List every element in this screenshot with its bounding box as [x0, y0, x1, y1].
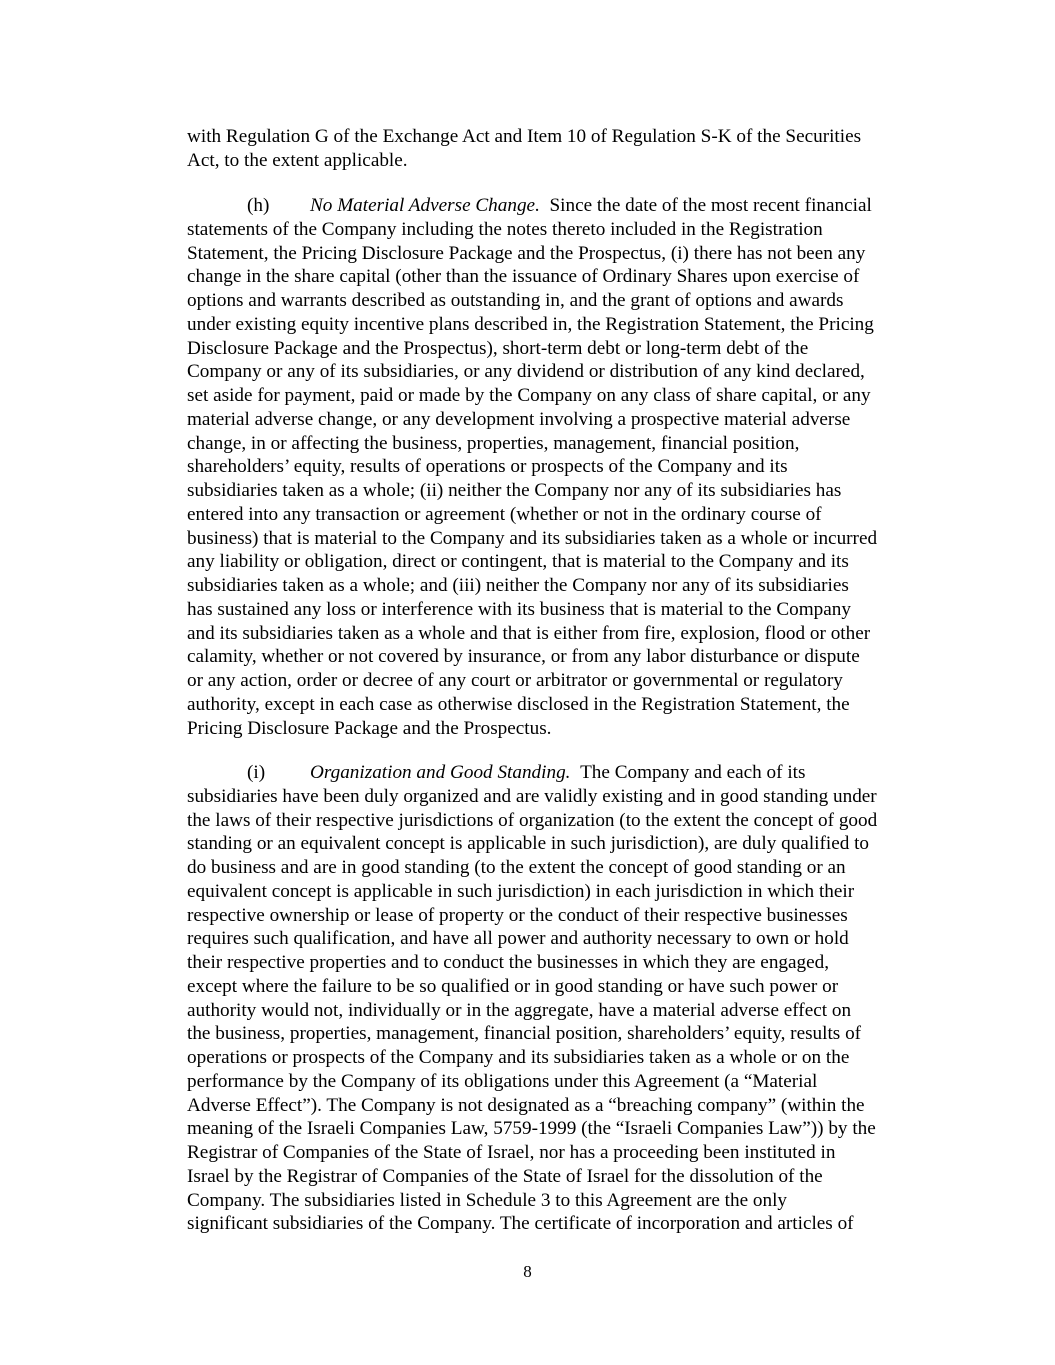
paragraph-line: operations or prospects of the Company and its subsidiaries taken as a whole or on the: [187, 1047, 850, 1068]
paragraph-line: shareholders’ equity, results of operations or prospects of the Company and its: [187, 456, 788, 478]
paragraph-line: with Regulation G of the Exchange Act and Item 10 of Regulation S-K of the Securities: [187, 126, 862, 147]
paragraph-line: authority would not, individually or in the aggregate, have a material adverse effect on: [187, 999, 852, 1021]
paragraph-line: statements of the Company including the notes thereto included in the Registration: [187, 218, 823, 240]
continuation-paragraph: [187, 125, 947, 173]
paragraph-line: Disclosure Package and the Prospectus), short-term debt or long-term debt of the: [187, 337, 809, 359]
section-heading: No Material Adverse Change.: [310, 195, 540, 216]
paragraph-line: meaning of the Israeli Companies Law, 5759-1999 (the “Israeli Companies Law”)) by the: [187, 1118, 876, 1140]
paragraph-line: Pricing Disclosure Package and the Prospectus.: [187, 717, 552, 739]
paragraph-line: business) that is material to the Company and its subsidiaries taken as a whole or incurred: [187, 527, 878, 549]
paragraph-line: or any action, order or decree of any court or arbitrator or governmental or regulatory: [187, 670, 843, 691]
paragraph-line: set aside for payment, paid or made by the Company on any class of share capital, or any: [187, 385, 871, 406]
page-number: 8: [523, 1262, 532, 1281]
paragraph-line: requires such qualification, and have all power and authority necessary to own or hold: [187, 928, 849, 950]
paragraph-line: respective ownership or lease of property or the conduct of their respective businesses: [187, 904, 848, 926]
section-i-first-line: [187, 761, 947, 785]
paragraph-line: significant subsidiaries of the Company. The certificate of incorporation and articles of: [187, 1213, 854, 1235]
paragraph-line: has sustained any loss or interference with its business that is material to the Company: [187, 598, 851, 620]
paragraph-line: and its subsidiaries taken as a whole and that is either from fire, explosion, flood or other: [187, 622, 871, 644]
paragraph-line: Registrar of Companies of the State of Israel, nor has a proceeding been instituted in: [187, 1142, 836, 1163]
paragraph-line: change, in or affecting the business, properties, management, financial position,: [187, 432, 800, 454]
paragraph-line: performance by the Company of its obligations under this Agreement (a “Material: [187, 1070, 818, 1092]
paragraph-line: authority, except in each case as otherwise disclosed in the Registration Statement, the: [187, 693, 850, 715]
paragraph-line: subsidiaries have been duly organized and are validly existing and in good standing under: [187, 785, 877, 807]
paragraph-line: material adverse change, or any development involving a prospective material adverse: [187, 408, 851, 430]
section-number: (h): [247, 195, 270, 216]
section-heading: Organization and Good Standing.: [310, 762, 571, 783]
section-number: (i): [247, 762, 266, 783]
paragraph-line: options and warrants described as outstanding in, and the grant of options and awards: [187, 290, 844, 311]
paragraph-line: equivalent concept is applicable in such jurisdiction) in each jurisdiction in which their: [187, 880, 855, 902]
section-text: Since the date of the most recent financial: [549, 195, 872, 216]
section-h-first-line: [187, 194, 947, 218]
paragraph-line: Act, to the extent applicable.: [187, 149, 408, 171]
paragraph-line: Statement, the Pricing Disclosure Package and the Prospectus, (i) there has not been any: [187, 242, 866, 264]
paragraph-line: subsidiaries taken as a whole; (ii) neither the Company nor any of its subsidiaries has: [187, 480, 842, 501]
paragraph-line: do business and are in good standing (to the extent the concept of good standing or an: [187, 857, 846, 878]
section-i: [187, 761, 947, 1236]
paragraph-line: their respective properties and to conduct the businesses in which they are engaged,: [187, 952, 830, 973]
paragraph-line: the business, properties, management, financial position, shareholders’ equity, results of: [187, 1023, 862, 1045]
paragraph-line: change in the share capital (other than the issuance of Ordinary Shares upon exercise of: [187, 266, 860, 288]
paragraph-line: calamity, whether or not covered by insurance, or from any labor disturbance or dispute: [187, 646, 860, 668]
paragraph-line: Company. The subsidiaries listed in Schedule 3 to this Agreement are the only: [187, 1189, 788, 1211]
section-text: The Company and each of its: [580, 762, 806, 783]
paragraph-line: under existing equity incentive plans described in, the Registration Statement, the Pricing: [187, 313, 874, 335]
paragraph-line: Israel by the Registrar of Companies of the State of Israel for the dissolution of the: [187, 1165, 823, 1187]
section-h: [187, 194, 947, 740]
paragraph-line: except where the failure to be so qualified or in good standing or have such power or: [187, 975, 839, 997]
paragraph-line: the laws of their respective jurisdictions of organization (to the extent the concept of good: [187, 809, 878, 831]
paragraph-line: Company or any of its subsidiaries, or any dividend or distribution of any kind declared,: [187, 361, 865, 383]
paragraph-line: standing or an equivalent concept is applicable in such jurisdiction), are duly qualified to: [187, 833, 870, 855]
paragraph-line: entered into any transaction or agreement (whether or not in the ordinary course of: [187, 503, 822, 525]
paragraph-line: subsidiaries taken as a whole; and (iii) neither the Company nor any of its subsidiaries: [187, 575, 849, 596]
paragraph-line: Adverse Effect”). The Company is not designated as a “breaching company” (within the: [187, 1094, 865, 1116]
paragraph-line: any liability or obligation, direct or contingent, that is material to the Company and its: [187, 551, 849, 573]
